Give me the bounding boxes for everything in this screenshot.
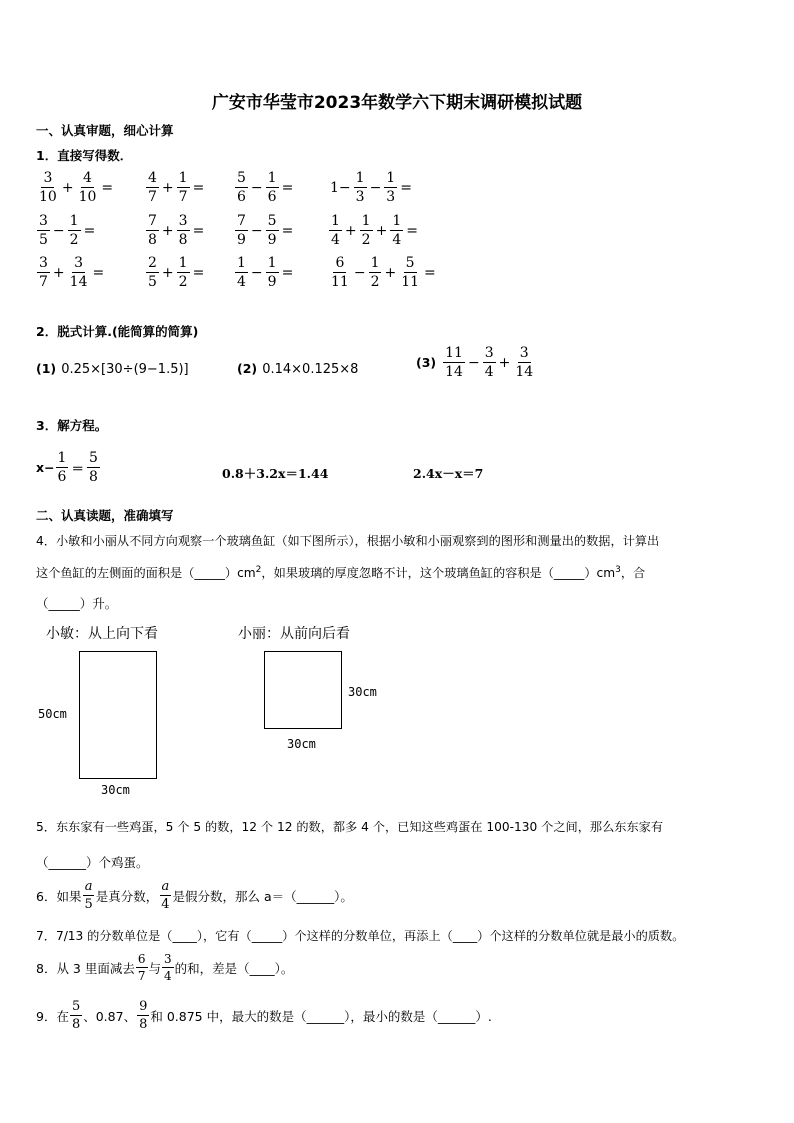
fraction: $\frac{5}{8}$ xyxy=(71,999,81,1032)
fraction: $\frac{6}{11}$ xyxy=(331,255,349,290)
oral-calc-item xyxy=(234,256,295,289)
fraction: $\frac{4}{10}$ xyxy=(78,170,97,205)
fraction: $\frac{5}{6}$ xyxy=(237,170,246,205)
fraction: $\frac{1}{3}$ xyxy=(386,170,396,205)
operator: = xyxy=(281,264,294,281)
figure-2-height-label: 30cm xyxy=(348,685,377,699)
operator: = xyxy=(92,264,105,281)
question-5-line-1: 5．东东家有一些鸡蛋，5 个 5 的数，12 个 12 的数，都多 4 个，已知这些鸡蛋在 100-130 个之间，那么东东家有 xyxy=(36,820,664,834)
fraction: $\frac{a}{4}$ xyxy=(161,879,170,912)
fraction: $\frac{1}{2}$ xyxy=(69,213,79,248)
question-1-label: 1．直接写得数． xyxy=(36,148,133,163)
operator: = xyxy=(83,222,96,239)
operator: = xyxy=(192,179,205,196)
oral-calc-item xyxy=(36,256,106,289)
fraction: $\frac{7}{9}$ xyxy=(237,213,246,248)
oral-calc-item xyxy=(328,256,438,289)
fraction: $\frac{3}{4}$ xyxy=(164,952,172,983)
figure-1-height-label: 50cm xyxy=(38,707,67,721)
part-number: (2) xyxy=(237,361,258,376)
fraction: $\frac{5}{9}$ xyxy=(267,213,277,248)
fraction: $\frac{1}{2}$ xyxy=(370,255,380,290)
fraction: $\frac{3}{7}$ xyxy=(39,255,48,290)
figure-1-caption: 小敏：从上向下看 xyxy=(46,626,158,642)
figure-2-square xyxy=(264,651,342,729)
fraction: $\frac{1}{4}$ xyxy=(392,213,402,248)
fraction: $\frac{1}{9}$ xyxy=(267,255,277,290)
fraction: $\frac{3}{4}$ xyxy=(484,345,494,380)
fraction: $\frac{1}{2}$ xyxy=(361,213,371,248)
operator: = xyxy=(101,179,114,196)
fraction: $\frac{2}{5}$ xyxy=(148,255,157,290)
expression: 0.14×0.125×8 xyxy=(262,362,359,377)
operator: + xyxy=(161,222,174,239)
operator: + xyxy=(498,354,511,371)
fraction: $\frac{3}{14}$ xyxy=(69,255,88,290)
figure-2-caption: 小丽：从前向后看 xyxy=(238,626,350,642)
operator: − xyxy=(250,179,263,196)
question-5-line-2: （______）个鸡蛋。 xyxy=(36,855,149,870)
oral-calc-item xyxy=(145,256,206,289)
operator: − xyxy=(353,264,366,281)
fraction: $\frac{3}{5}$ xyxy=(39,213,48,248)
fraction: $\frac{6}{7}$ xyxy=(137,952,146,983)
operator: = xyxy=(281,222,294,239)
fraction: $\frac{3}{14}$ xyxy=(515,345,534,380)
fraction: $\frac{1}{2}$ xyxy=(178,255,188,290)
operator: = xyxy=(406,222,418,239)
oral-calc-item xyxy=(234,214,295,247)
part-number: (3) xyxy=(416,355,437,370)
question-4-line-3: （_____）升。 xyxy=(36,596,118,611)
question-8: 8．从 3 里面减去 $\frac{6}{7}$ 与 $\frac{3}{4}$ 的和，差是（____）。 xyxy=(36,952,294,983)
question-6: 6．如果 $\frac{a}{5}$ 是真分数， $\frac{a}{4}$ 是假分数，那么 a＝（______）。 xyxy=(36,879,353,912)
fraction: $\frac{1}{3}$ xyxy=(355,170,365,205)
fraction: $\frac{4}{7}$ xyxy=(148,170,157,205)
operator: + xyxy=(375,222,388,239)
question-4-line-2: 这个鱼缸的左侧面的面积是$(\_\_\_\_\_)cm^2$，如果玻璃的厚度忽略不计，这个玻璃鱼缸的容积是$(\_\_\_\_\_)cm^3$，合 xyxy=(36,564,646,580)
fraction: $\frac{1}{4}$ xyxy=(331,213,340,248)
fraction: $\frac{11}{14}$ xyxy=(445,345,463,380)
operator: = xyxy=(192,264,205,281)
question-2-part-3 xyxy=(416,346,536,379)
question-4-line-1: 4．小敏和小丽从不同方向观察一个玻璃鱼缸（如下图所示），根据小敏和小丽观察到的图形和测量出的数据，计算出 xyxy=(36,534,660,548)
operator: + xyxy=(384,264,397,281)
fraction: $\frac{5}{8}$ xyxy=(88,450,98,485)
fraction: $\frac{1}{6}$ xyxy=(267,170,277,205)
section-heading-1: 一、认真审题，细心计算 xyxy=(36,123,174,138)
operator: − xyxy=(467,354,480,371)
operator: − xyxy=(250,222,263,239)
question-9: 9．在 $\frac{5}{8}$ 、0.87、 $\frac{9}{8}$ 和 0.875 中，最大的数是（______），最小的数是（______）. xyxy=(36,999,492,1032)
equation-1 xyxy=(36,451,101,484)
oral-calc-item xyxy=(328,214,420,247)
operator: = xyxy=(400,179,412,196)
equation-2: 0.8＋3.2x＝1.44 xyxy=(222,466,329,481)
figure-2-width-label: 30cm xyxy=(287,737,316,751)
oral-calc-item xyxy=(145,214,206,247)
operator: 1− xyxy=(330,179,351,196)
eq-text: x− xyxy=(36,460,55,475)
question-2-part-2 xyxy=(237,358,358,377)
operator: − xyxy=(250,264,263,281)
question-3-label: 3．解方程。 xyxy=(36,418,108,433)
fraction: $\frac{9}{8}$ xyxy=(139,999,148,1032)
operator: − xyxy=(52,222,65,239)
expression xyxy=(442,346,536,379)
expression: 0.25×[30÷(9−1.5)] xyxy=(61,362,189,377)
operator: − xyxy=(369,179,382,196)
fraction: $\frac{3}{8}$ xyxy=(178,213,188,248)
question-7: 7．7/13 的分数单位是（____），它有（_____）个这样的分数单位，再添上（____）个这样的分数单位就是最小的质数。 xyxy=(36,929,685,943)
operator: + xyxy=(161,264,174,281)
section-heading-2: 二、认真读题，准确填写 xyxy=(36,508,174,523)
operator: = xyxy=(192,222,205,239)
eq-text: ＝ xyxy=(71,460,84,476)
page-title: 广安市华莹市2023年数学六下期末调研模拟试题 xyxy=(211,93,583,113)
oral-calc-item xyxy=(145,171,206,204)
operator: + xyxy=(161,179,174,196)
question-2-part-1 xyxy=(36,358,189,377)
fraction: $\frac{1}{6}$ xyxy=(57,450,67,485)
figure-1-width-label: 30cm xyxy=(101,783,130,797)
operator: + xyxy=(61,179,74,196)
fraction: $\frac{a}{5}$ xyxy=(84,879,93,912)
fraction: $\frac{7}{8}$ xyxy=(148,213,157,248)
oral-calc-item xyxy=(36,171,115,204)
operator: = xyxy=(424,264,436,281)
equation-3: 2.4x－x＝7 xyxy=(413,466,484,481)
fraction: $\frac{1}{4}$ xyxy=(237,255,246,290)
fraction: $\frac{3}{10}$ xyxy=(39,170,57,205)
question-2-label: 2．脱式计算.(能简算的简算) xyxy=(36,324,199,339)
operator: = xyxy=(281,179,294,196)
oral-calc-item xyxy=(328,171,414,204)
operator: + xyxy=(344,222,357,239)
fraction: $\frac{1}{7}$ xyxy=(178,170,188,205)
part-number: (1) xyxy=(36,361,57,376)
operator: + xyxy=(52,264,65,281)
fraction: $\frac{5}{11}$ xyxy=(401,255,420,290)
oral-calc-item xyxy=(234,171,295,204)
oral-calc-item xyxy=(36,214,97,247)
figure-1-rectangle xyxy=(79,651,157,779)
